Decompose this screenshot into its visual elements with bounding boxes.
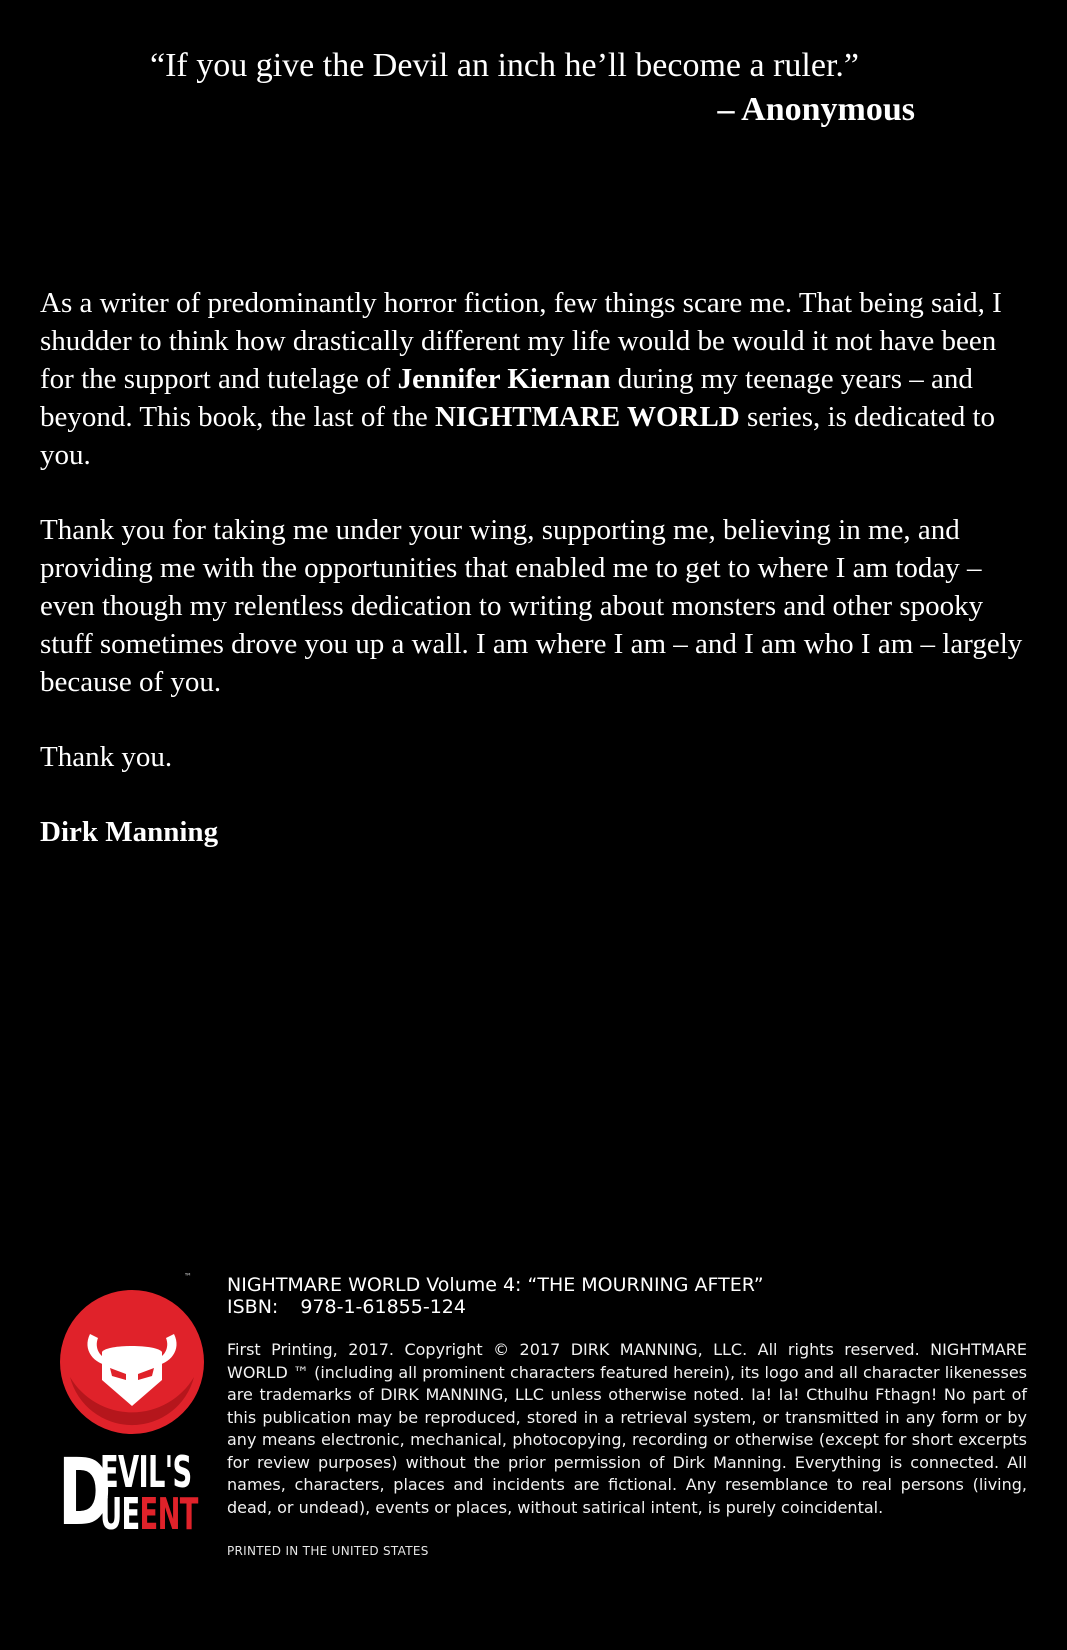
series-name: NIGHTMARE WORLD	[434, 401, 740, 433]
dedication-text: during my teenage years – and beyond. This book, the last of the	[40, 363, 973, 433]
author-signature: Dirk Manning	[40, 816, 219, 848]
logo-line-1: EVIL'S	[100, 1447, 192, 1498]
isbn-value: 978-1-61855-124	[300, 1296, 466, 1318]
dedication-paragraph-1	[40, 284, 1025, 474]
legal-notice: First Printing, 2017. Copyright © 2017 DIRK MANNING, LLC. All rights reserved. NIGHTMARE WORLD ™ (including all prominent characters featured herein), its logo and all character likenesses are trademarks of DIRK MANNING, LLC unless otherwise noted. Ia! Ia! Cthulhu Fthagn! No part of this publication may be reproduced, stored in a retrieval system, or transmitted in any form or by any means electronic, mechanical, photocopying, recording or otherwise (except for short excerpts for review purposes) without the prior permission of Dirk Manning. Everything is connected. All names, characters, places and incidents are fictional. Any resemblance to real persons (living, dead, or undead), events or places, without satirical intent, is purely coincidental.	[227, 1340, 1027, 1517]
logo-letter-d: D	[58, 1439, 112, 1546]
logo-line-2-white: UE	[100, 1489, 140, 1540]
book-title: NIGHTMARE WORLD Volume 4: “THE MOURNING AFTER”	[227, 1274, 764, 1296]
dedication-text: series, is dedicated to you.	[40, 401, 996, 471]
printed-in: PRINTED IN THE UNITED STATES	[227, 1544, 429, 1558]
epigraph-quote: “If you give the Devil an inch he’ll become a ruler.”	[150, 47, 859, 84]
isbn-label: ISBN:	[227, 1296, 279, 1318]
logo-line-2	[100, 1489, 198, 1540]
dedication-paragraph-2: Thank you for taking me under your wing, supporting me, believing in me, and providing me with the opportunities that enabled me to get to where I am today – even though my relentless dedication to writing about monsters and other spooky stuff sometimes drove you up a wall. I am where I am – and I am who I am – largely because of you.	[40, 514, 1023, 698]
trademark-mark: ™	[184, 1272, 192, 1281]
dedication	[40, 284, 1025, 888]
epigraph	[150, 44, 920, 132]
dedication-text: As a writer of predominantly horror fiction, few things scare me. That being said, I shudder to think how drastically different my life would be would it not have been for the support and tutelage of	[40, 287, 1002, 395]
devil-head-icon	[52, 1282, 212, 1442]
devils-due-logo	[52, 1272, 212, 1546]
isbn-line	[227, 1296, 1027, 1318]
epigraph-attribution: – Anonymous	[717, 91, 915, 128]
dedicatee-name: Jennifer Kiernan	[397, 363, 611, 395]
colophon	[227, 1274, 1027, 1558]
logo-line-2-red: ENT	[139, 1489, 198, 1540]
dedication-paragraph-3: Thank you.	[40, 741, 173, 773]
